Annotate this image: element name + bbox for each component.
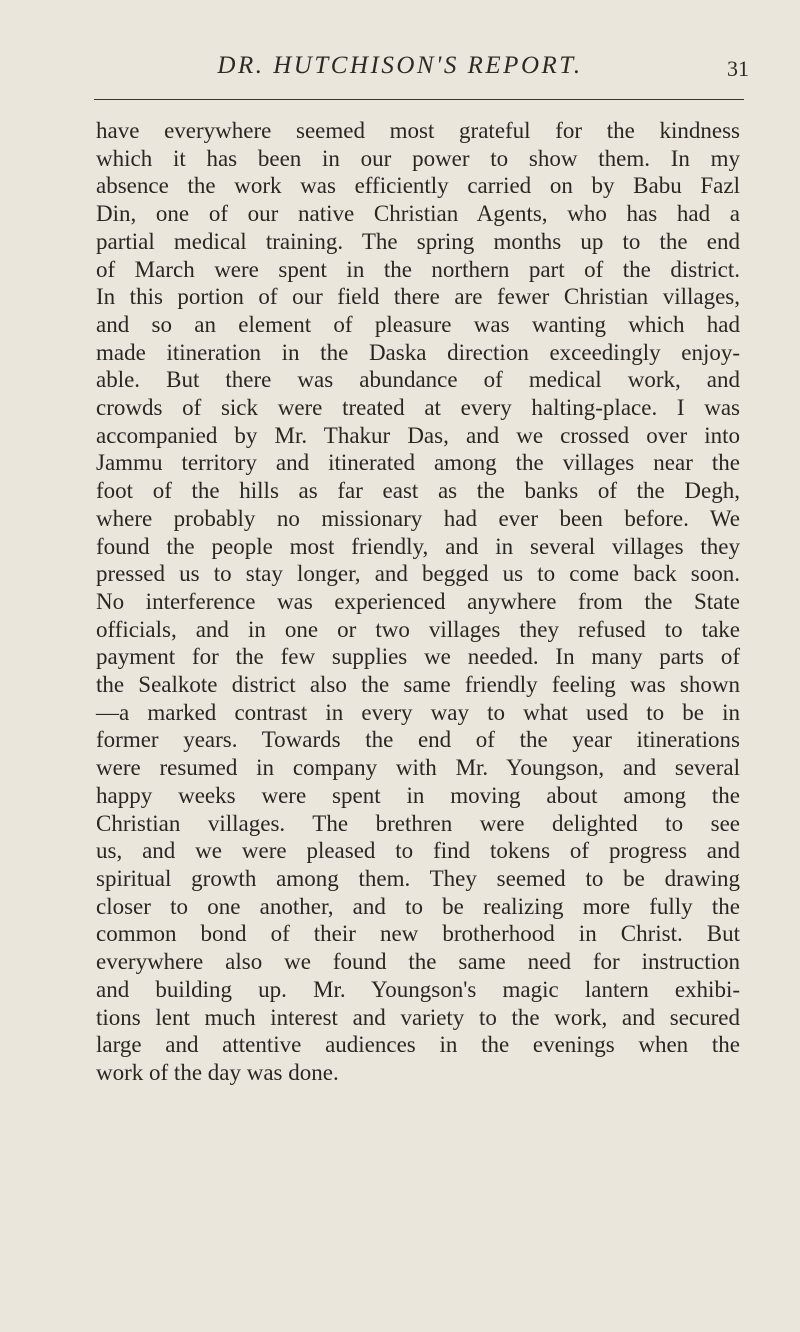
text-line: made itineration in the Daska direction exceedingly enjoy- — [96, 339, 740, 365]
text-line: closer to one another, and to be realizing more fully the — [96, 893, 740, 919]
text-line: everywhere also we found the same need for instruction — [96, 949, 740, 975]
text-line: Din, one of our native Christian Agents, who has had a — [96, 201, 740, 227]
text-line: and building up. Mr. Youngson's magic lantern exhibi- — [96, 976, 740, 1002]
running-header: DR. HUTCHISON'S REPORT. — [217, 52, 583, 79]
text-line: In this portion of our field there are fewer Christian villages, — [96, 284, 740, 310]
text-line: pressed us to stay longer, and begged us to come back soon. — [96, 561, 740, 587]
text-line: us, and we were pleased to find tokens of progress and — [96, 838, 740, 864]
text-line: Christian villages. The brethren were delighted to see — [96, 810, 740, 836]
text-line: former years. Towards the end of the year itinerations — [96, 727, 740, 753]
text-line: where probably no missionary had ever been before. We — [96, 505, 740, 531]
text-line: partial medical training. The spring months up to the end — [96, 228, 740, 254]
text-line: absence the work was efficiently carried on by Babu Fazl — [96, 173, 740, 199]
text-line: —a marked contrast in every way to what used to be in — [96, 699, 740, 725]
text-line: common bond of their new brotherhood in Christ. But — [96, 921, 740, 947]
header-rule — [94, 99, 744, 100]
text-line: accompanied by Mr. Thakur Das, and we crossed over into — [96, 422, 740, 448]
text-line: happy weeks were spent in moving about among the — [96, 782, 740, 808]
text-line: foot of the hills as far east as the banks of the Degh, — [96, 478, 740, 504]
text-line: found the people most friendly, and in several villages they — [96, 533, 740, 559]
text-line: able. But there was abundance of medical work, and — [96, 367, 740, 393]
text-line: were resumed in company with Mr. Youngson, and several — [96, 755, 740, 781]
text-line: of March were spent in the northern part of the district. — [96, 256, 740, 282]
text-line: have everywhere seemed most grateful for the kindness — [96, 118, 740, 143]
text-line: spiritual growth among them. They seemed to be drawing — [96, 865, 740, 891]
text-line: No interference was experienced anywhere from the State — [96, 588, 740, 614]
page-number: 31 — [727, 56, 749, 81]
text-line: the Sealkote district also the same friendly feeling was shown — [96, 672, 740, 698]
text-line: large and attentive audiences in the evenings when the — [96, 1032, 740, 1058]
text-line: payment for the few supplies we needed. In many parts of — [96, 644, 740, 670]
text-line: Jammu territory and itinerated among the villages near the — [96, 450, 740, 476]
text-line: tions lent much interest and variety to the work, and secured — [96, 1004, 740, 1030]
text-line: crowds of sick were treated at every halting-place. I was — [96, 395, 740, 421]
text-line: which it has been in our power to show them. In my — [96, 145, 740, 171]
body-paragraph — [96, 117, 740, 1087]
text-line: and so an element of pleasure was wanting which had — [96, 311, 740, 337]
text-line: work of the day was done. — [96, 1059, 339, 1085]
text-line: officials, and in one or two villages they refused to take — [96, 616, 740, 642]
